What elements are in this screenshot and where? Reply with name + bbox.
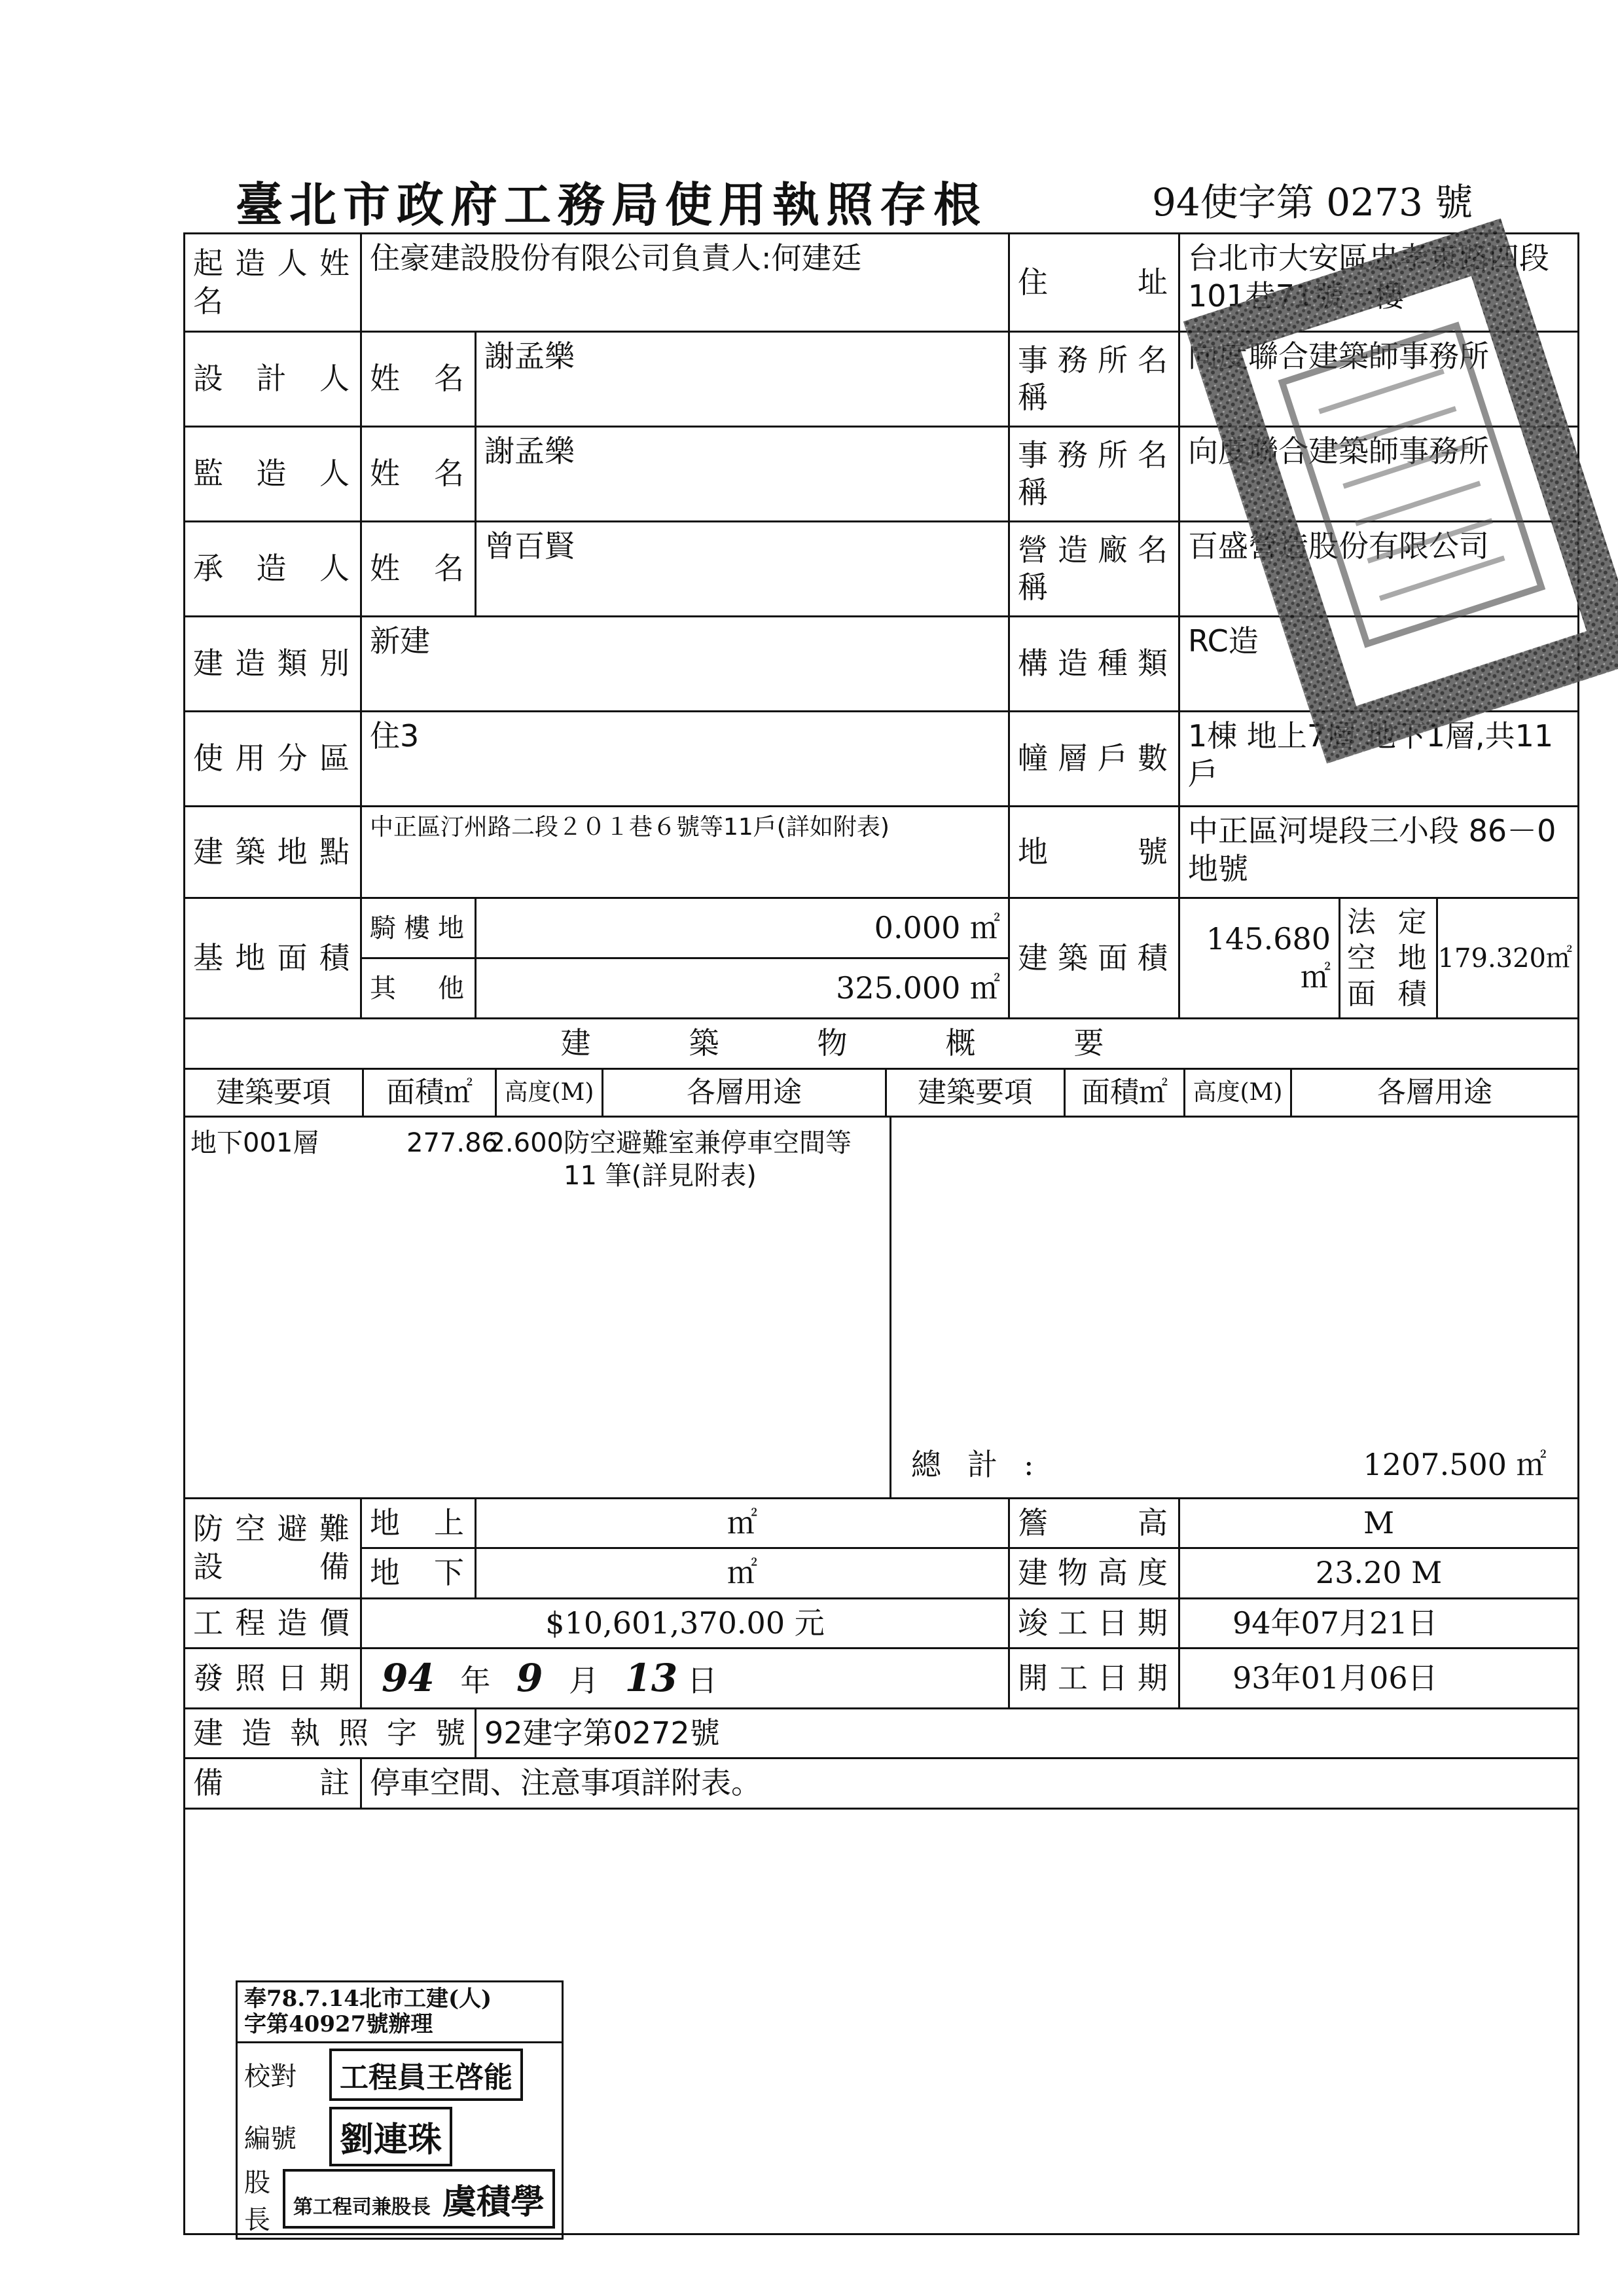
floor-use: 防空避難室兼停車空間等 11 筆(詳見附表) [564,1127,852,1191]
total-unit: ㎡ [1516,1447,1547,1482]
structure-type-label: 構造種類 [1009,617,1179,712]
stamp-check-name: 工程員王啓能 [329,2049,523,2101]
stamp-check-row [238,2043,562,2105]
site-location-value: 中正區汀州路二段２０１巷６號等11戶(詳如附表) [361,807,1009,898]
cost-label: 工程造價 [185,1598,361,1649]
buildings-floors-label: 幢層戶數 [1009,712,1179,807]
page-title: 臺北市政府工務局使用執照存根 [236,177,988,232]
open-space-unit: ㎡ [1546,943,1573,974]
issue-day-unit: 日 [687,1663,717,1698]
total-line [911,1446,1558,1484]
license-no-label: 建造執照字號 [185,1708,476,1758]
site-location-label: 建築地點 [185,807,361,898]
stamp-header: 奉78.7.14北市工建(人) 字第40927號辦理 [238,1982,562,2043]
stamp-number-label: 編號 [244,2124,297,2155]
completion-date-value: 94年07月21日 [1179,1598,1579,1649]
issue-day: 13 [624,1656,678,1700]
issue-date-label: 發照日期 [185,1649,361,1709]
use-zone-label: 使用分區 [185,712,361,807]
permit-number: 94使字第 0273 號 [1152,180,1473,225]
lot-no-value: 中正區河堤段三小段 86－0地號 [1179,807,1579,898]
building-height-value: 23.20 M [1179,1548,1579,1599]
applicant-value: 住豪建設股份有限公司負責人:何建廷 [361,234,1009,332]
other-label: 其他 [361,958,476,1019]
buildings-floors-value: 1棟 地上7層 地下1層,共11戶 [1179,712,1579,807]
stamp-number-name: 劉連珠 [329,2107,452,2166]
item-header-right: 建築要項 [887,1070,1066,1116]
shelter-above-label: 地上 [361,1498,476,1548]
completion-date-label: 竣工日期 [1009,1598,1179,1649]
other-area-unit: ㎡ [970,970,1000,1006]
shelter-below-value: ㎡ [476,1548,1009,1599]
designer-office-value: 向度聯合建築師事務所 [1179,332,1579,427]
open-space-label: 法定空地面積 [1340,899,1438,1017]
applicant-label: 起造人姓名 [185,234,361,332]
eave-height-label: 簷高 [1009,1498,1179,1548]
contractor-label: 承造人 [185,522,361,617]
start-date-value: 93年01月06日 [1179,1649,1579,1709]
open-space-number: 179.320 [1437,943,1547,974]
area-header-left: 面積㎡ [364,1070,497,1116]
other-area-number: 325.000 [836,970,961,1006]
approval-stamp [236,1980,564,2240]
building-height-label: 建物高度 [1009,1548,1179,1599]
height-header-left: 高度(M) [497,1070,603,1116]
floor-row [190,1127,884,1192]
build-type-value: 新建 [361,617,1009,712]
contractor-factory-value: 百盛營造股份有限公司 [1179,522,1579,617]
issue-year-unit: 年 [460,1663,491,1698]
supervisor-office-value: 向度聯合建築師事務所 [1179,427,1579,522]
arcade-area-unit: ㎡ [970,909,1000,945]
other-area-value [476,958,1009,1019]
lot-no-label: 地號 [1009,807,1179,898]
structure-type-value: RC造 [1179,617,1579,712]
supervisor-label: 監造人 [185,427,361,522]
overview-header-row [185,1068,1579,1116]
license-no-value: 92建字第0272號 [476,1708,1579,1758]
floor-height: 2.600 [488,1127,564,1158]
cost-value: $10,601,370.00 元 [361,1598,1009,1649]
address-value: 台北市大安區忠孝東路四段101巷71號一樓 [1179,234,1579,332]
issue-date-value [361,1649,1009,1709]
remarks-label: 備註 [185,1758,361,1809]
shelter-below-label: 地下 [361,1548,476,1599]
contractor-name-value: 曾百賢 [476,522,1009,617]
building-area-number: 145.680 [1206,921,1331,957]
building-area-label: 建築面積 [1009,898,1179,1019]
use-zone-value: 住3 [361,712,1009,807]
height-header-right: 高度(M) [1185,1070,1292,1116]
stamp-chief-row [238,2167,562,2235]
item-header-left: 建築要項 [185,1070,364,1116]
site-area-label: 基地面積 [185,898,361,1019]
supervisor-office-label: 事務所名稱 [1009,427,1179,522]
supervisor-name-value: 謝孟樂 [476,427,1009,522]
shelter-label: 防空避難設備 [185,1498,361,1598]
designer-label: 設計人 [185,332,361,427]
build-type-label: 建造類別 [185,617,361,712]
issue-month: 9 [516,1656,543,1700]
floor-list-right [891,1118,1577,1497]
designer-office-label: 事務所名稱 [1009,332,1179,427]
arcade-area-number: 0.000 [874,909,961,945]
stamp-check-label: 校對 [244,2062,297,2092]
open-space-cell [1340,898,1579,1019]
supervisor-name-label: 姓名 [361,427,476,522]
start-date-label: 開工日期 [1009,1649,1179,1709]
stamp-chief-name: 虞積學 [442,2182,545,2223]
shelter-above-value: ㎡ [476,1498,1009,1548]
total-label: 總計: [911,1447,1060,1482]
use-header-left: 各層用途 [603,1070,887,1116]
open-space-value [1438,899,1577,1017]
floor-area: 277.86 [406,1127,498,1158]
designer-name-value: 謝孟樂 [476,332,1009,427]
stamp-number-row [238,2105,562,2168]
issue-month-unit: 月 [568,1663,599,1698]
arcade-label: 騎樓地 [361,898,476,958]
overview-title: 建築物概要 [185,1019,1579,1069]
address-label: 住址 [1009,234,1179,332]
issue-year: 94 [382,1656,435,1700]
designer-name-label: 姓名 [361,332,476,427]
eave-height-value: M [1179,1498,1579,1548]
floor-list-left [185,1118,891,1497]
building-area-value [1179,898,1340,1019]
contractor-name-label: 姓名 [361,522,476,617]
stamp-chief-box [283,2169,555,2229]
remarks-value: 停車空間、注意事項詳附表。 [361,1758,1579,1809]
use-header-right: 各層用途 [1377,1076,1492,1109]
floor-name: 地下001層 [190,1127,319,1158]
area-header-right: 面積㎡ [1066,1070,1185,1116]
stamp-chief-prefix: 第工程司兼股長 [293,2196,431,2219]
stamp-chief-label: 股長 [244,2167,270,2235]
total-area: 1207.500 [1363,1447,1507,1482]
arcade-area-value [476,898,1009,958]
overview-body [185,1116,1579,1498]
building-area-unit: ㎡ [1301,958,1331,994]
contractor-factory-label: 營造廠名稱 [1009,522,1179,617]
